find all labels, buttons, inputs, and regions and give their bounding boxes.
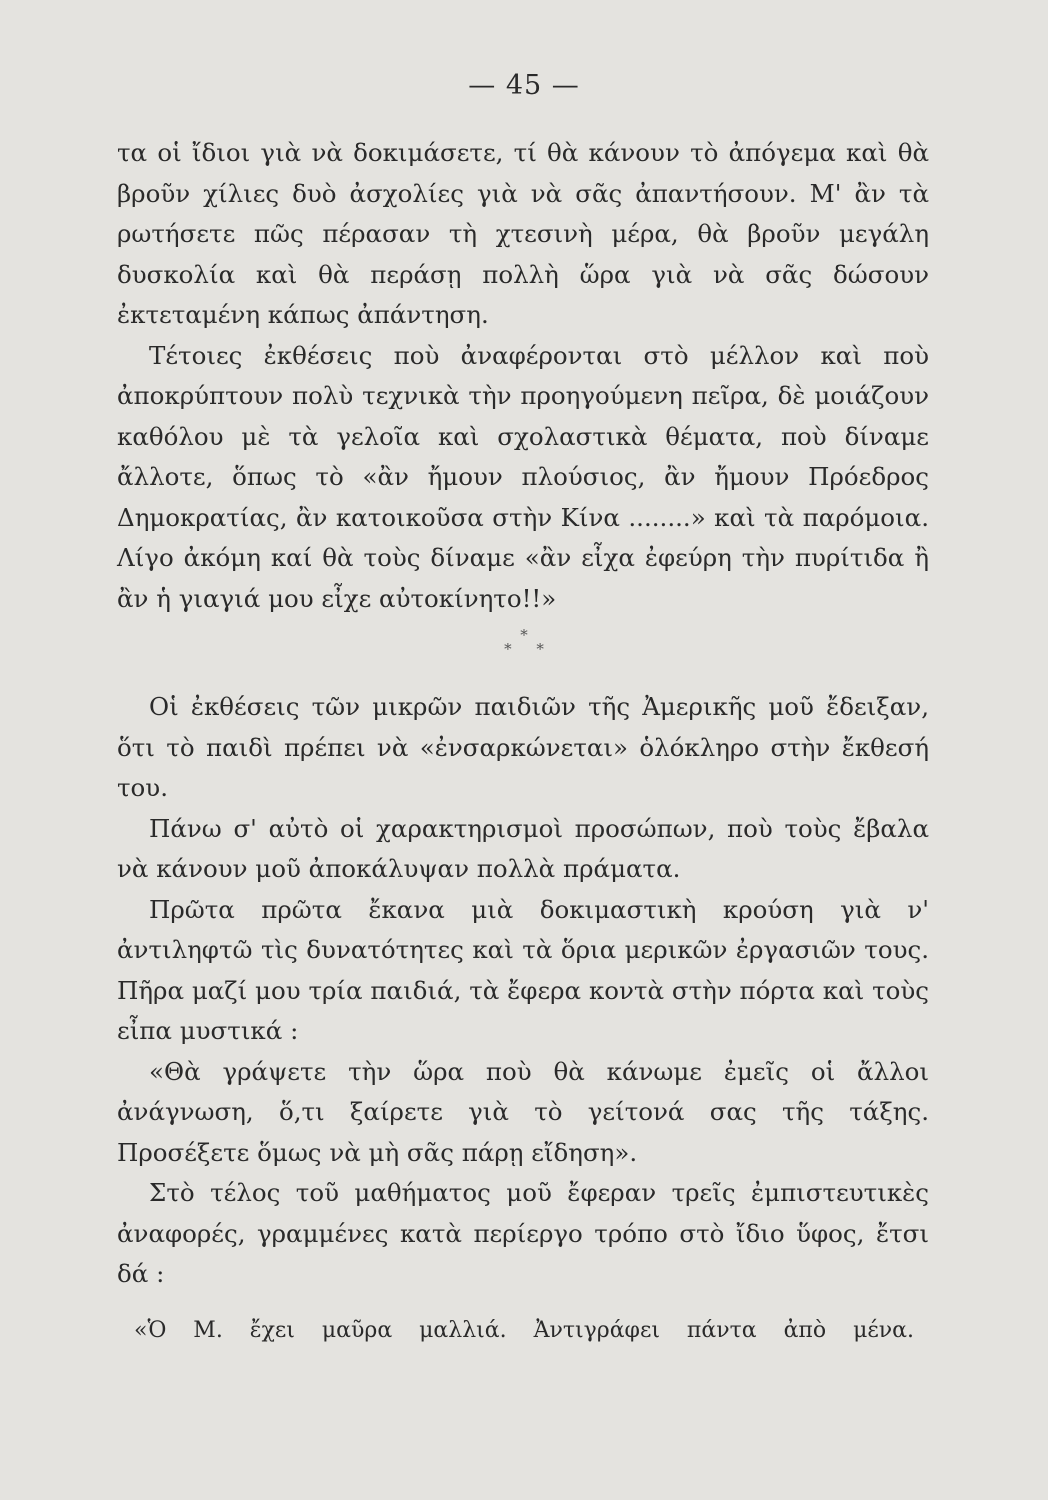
text-section-after-break [117, 687, 929, 1295]
paragraph: Πάνω σ' αὐτὸ οἱ χαρακτηρισμοὶ προσώπων, ποὺ τοὺς ἔβαλα νὰ κάνουν μοῦ ἀποκάλυψαν πολλὰ πράματα. [117, 813, 929, 883]
text-section-before-break [117, 133, 929, 619]
paragraph: Οἱ ἐκθέσεις τῶν μικρῶν παιδιῶν τῆς Ἀμερικῆς μοῦ ἔδειξαν, ὅτι τὸ παιδὶ πρέπει νὰ «ἐνσαρκώνεται» ὁλόκληρο στὴν ἔκθεσή του. [117, 692, 929, 802]
paragraph: Πρῶτα πρῶτα ἔκανα μιὰ δοκιμαστικὴ κρούση γιὰ ν' ἀντιληφτῶ τὶς δυνατότητες καὶ τὰ ὅρια μερικῶν ἐργασιῶν τους. Πῆρα μαζί μου τρία παιδιά, τὰ ἔφερα κοντὰ στὴν πόρτα καὶ τοὺς εἶπα μυστικά : [117, 894, 929, 1045]
page-number: — 45 — [468, 70, 580, 101]
section-separator [0, 628, 1048, 672]
quote-line: «Ὁ Μ. ἔχει μαῦρα μαλλιά. Ἀντιγράφει πάντα ἀπὸ μένα. [134, 1318, 914, 1343]
paragraph: Τέτοιες ἐκθέσεις ποὺ ἀναφέρονται στὸ μέλλον καὶ ποὺ ἀποκρύπτουν πολὺ τεχνικὰ τὴν προηγούμενη πεῖρα, δὲ μοιάζουν καθόλου μὲ τὰ γελοῖα καὶ σχολαστικὰ θέματα, ποὺ δίναμε ἄλλοτε, ὅπως τὸ «ἂν ἤμουν πλούσιος, ἂν ἤμουν Πρόεδρος Δημοκρατίας, ἂν κατοικοῦσα στὴν Κίνα ........» καὶ τὰ παρόμοια. Λίγο ἀκόμη καί θὰ τοὺς δίναμε «ἂν εἶχα ἐφεύρη τὴν πυρίτιδα ἢ ἂν ἡ γιαγιά μου εἶχε αὐτοκίνητο!!» [117, 340, 929, 613]
paragraph: «Θὰ γράψετε τὴν ὥρα ποὺ θὰ κάνωμε ἐμεῖς οἱ ἄλλοι ἀνάγνωση, ὅ,τι ξαίρετε γιὰ τὸ γείτονά σας τῆς τάξης. Προσέξετε ὅμως νὰ μὴ σᾶς πάρῃ εἴδηση». [117, 1056, 929, 1167]
separator-asterisk: * [520, 626, 528, 644]
separator-asterisks: * * [504, 640, 554, 658]
paragraph: τα οἱ ἴδιοι γιὰ νὰ δοκιμάσετε, τί θὰ κάνουν τὸ ἀπόγεμα καὶ θὰ βροῦν χίλιες δυὸ ἀσχολίες γιὰ νὰ σᾶς ἀπαντήσουν. Μ' ἂν τὰ ρωτήσετε πῶς πέρασαν τὴ χτεσινὴ μέρα, θὰ βροῦν μεγάλη δυσκολία καὶ θὰ περάσῃ πολλὴ ὥρα γιὰ νὰ σᾶς δώσουν ἐκτεταμένη κάπως ἀπάντηση. [117, 138, 929, 329]
paragraph: Στὸ τέλος τοῦ μαθήματος μοῦ ἔφεραν τρεῖς ἐμπιστευτικὲς ἀναφορές, γραμμένες κατὰ περίεργο τρόπο στὸ ἴδιο ὕφος, ἔτσι δά : [117, 1178, 929, 1288]
